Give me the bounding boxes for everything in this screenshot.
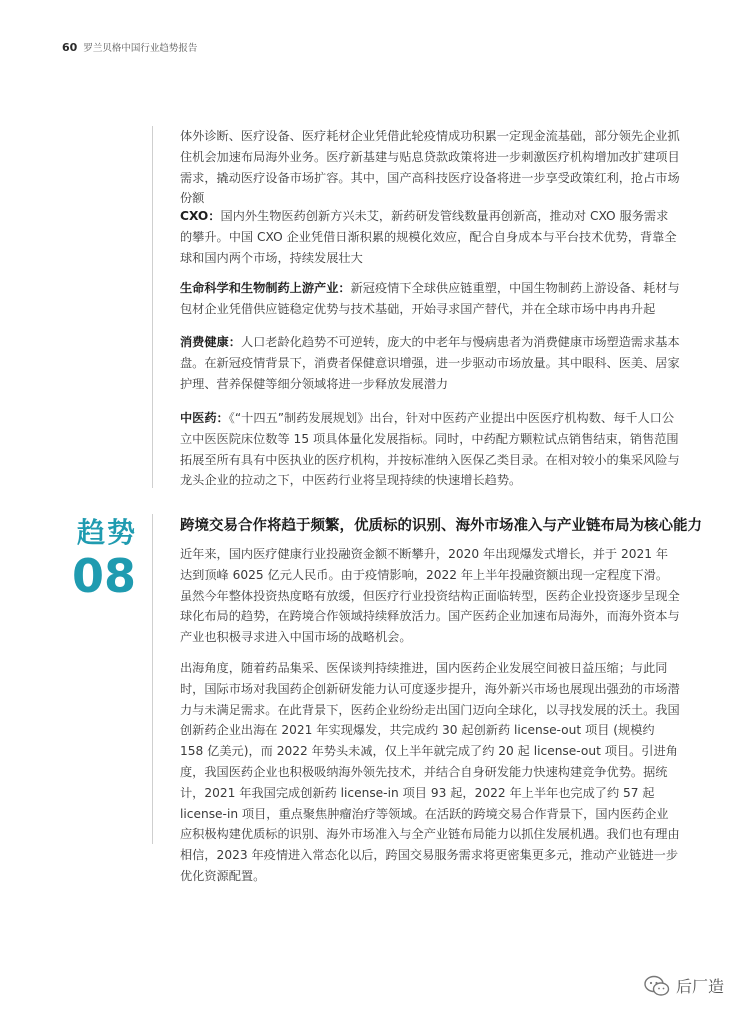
- wechat-icon: [644, 975, 670, 997]
- section-life-science: [180, 278, 680, 320]
- section-text: 国内外生物医药创新方兴未艾，新药研发管线数量再创新高，推动对 CXO 服务需求的攀升。中国 CXO 企业凭借日渐积累的规模化效应，配合自身成本与平台技术优势，背靠全球和国内两个市场，持续发展壮大: [180, 209, 677, 265]
- section-tcm: [180, 408, 680, 491]
- section-text: 人口老龄化趋势不可逆转，庞大的中老年与慢病患者为消费健康市场塑造需求基本盘。在新冠疫情背景下，消费者保健意识增强，进一步驱动市场放量。其中眼科、医美、居家护理、营养保健等细分领域将进一步释放发展潜力: [180, 335, 680, 391]
- section-label: 生命科学和生物制药上游产业：: [180, 281, 351, 295]
- trend-paragraph-1: 近年来，国内医疗健康行业投融资金额不断攀升，2020 年出现爆发式增长，并于 2021 年达到顶峰 6025 亿元人民币。由于疫情影响，2022 年上半年投融资额出现一定程度下滑。虽然今年整体投资热度略有放缓，但医疗行业投资结构正面临转型，医药企业投资逐步呈现全球化布局的趋势，在跨境合作领域持续释放活力。国产医药企业加速布局海外，而海外资本与产业也积极寻求进入中国市场的战略机会。: [180, 547, 680, 645]
- trend-paragraph-2: 出海角度，随着药品集采、医保谈判持续推进，国内医药企业发展空间被日益压缩；与此同时，国际市场对我国药企创新研发能力认可度逐步提升，海外新兴市场也展现出强劲的市场潜力与未满足需求。在此背景下，医药企业纷纷走出国门迈向全球化，以寻找发展的沃土。我国创新药企业出海在 2021 年实现爆发，共完成约 30 起创新药 license-out 项目 (规模约 158 亿美元)，而 2022 年势头未减，仅上半年就完成了约 20 起 license-out 项目。引进角度，我国医药企业也积极吸纳海外领先技术，并结合自身研发能力快速构建竞争优势。据统计，2021 年我国完成创新药 license-in 项目 93 起，2022 年上半年也完成了约 57 起 license-in 项目，重点聚焦肿瘤治疗等领域。在活跃的跨境交易合作背景下，国内医药企业应积极构建优质标的识别、海外市场准入与全产业链布局能力以抓住发展机遇。我们也有理由相信，2023 年疫情进入常态化以后，跨国交易服务需求将更密集更多元，推动产业链进一步优化资源配置。: [180, 661, 680, 883]
- section-text: 《“十四五”制药发展规划》出台，针对中医药产业提出中医医疗机构数、每千人口公立中医医院床位数等 15 项具体量化发展指标。同时，中药配方颗粒试点销售结束，销售范围拓展至所有具有中医执业的医疗机构，并按标准纳入医保乙类目录。在相对较小的集采风险与龙头企业的拉动之下，中医药行业将呈现持续的快速增长趋势。: [180, 411, 680, 488]
- divider-line-top: [152, 126, 153, 488]
- report-title: 罗兰贝格中国行业趋势报告: [83, 43, 198, 54]
- section-label: 消费健康：: [180, 335, 241, 349]
- trend-badge: [72, 516, 142, 602]
- section-consumer-health: [180, 332, 680, 394]
- page-number: 60: [62, 41, 78, 54]
- intro-paragraph: 体外诊断、医疗设备、医疗耗材企业凭借此轮疫情成功积累一定现金流基础，部分领先企业抓住机会加速布局海外业务。医疗新基建与贴息贷款政策将进一步刺激医疗机构增加改扩建项目需求，撬动医疗设备市场扩容。其中，国产高科技医疗设备将进一步享受政策红利，抢占市场份额: [180, 129, 680, 206]
- section-label: CXO：: [180, 209, 221, 223]
- trend-word: 趋势: [76, 516, 137, 549]
- section-cxo: [180, 206, 680, 268]
- section-label: 中医药：: [180, 411, 229, 425]
- trend-title: 跨境交易合作将趋于频繁，优质标的识别、海外市场准入与产业链布局为核心能力: [180, 518, 702, 534]
- section-text: 新冠疫情下全球供应链重塑，中国生物制药上游设备、耗材与包材企业凭借供应链稳定优势与技术基础，开始寻求国产替代，并在全球市场中冉冉升起: [180, 281, 680, 316]
- watermark: [644, 974, 724, 997]
- trend-number: 08: [71, 549, 136, 603]
- divider-line-trend: [152, 514, 153, 844]
- watermark-text: 后厂造: [675, 977, 724, 996]
- page-header: [62, 40, 197, 54]
